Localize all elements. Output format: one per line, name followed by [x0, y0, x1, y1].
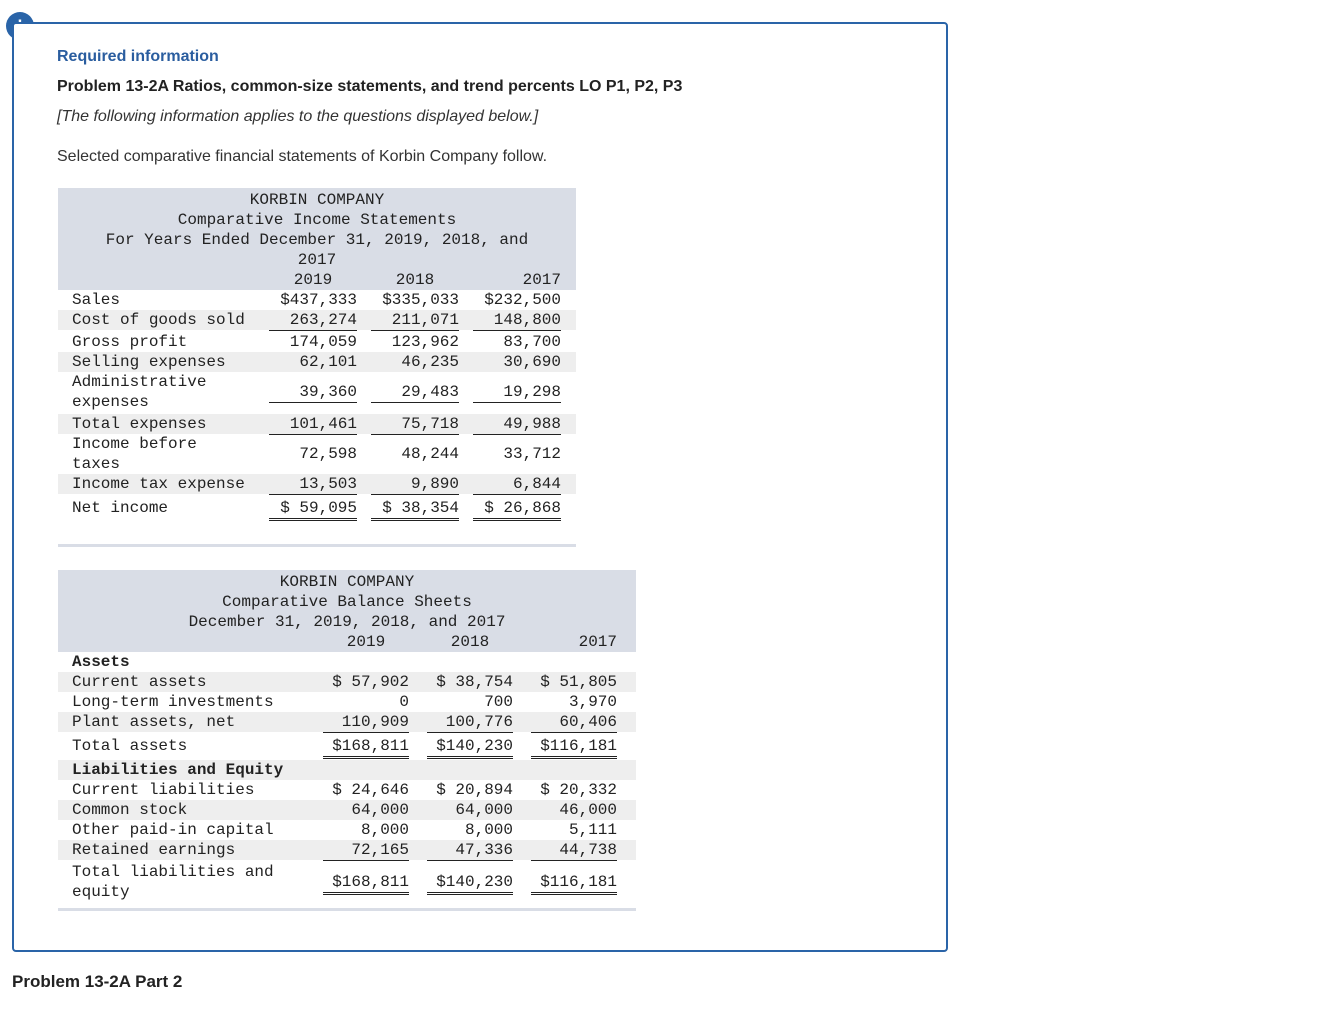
- value-2019: 62,101: [299, 353, 357, 371]
- value-2019: 110,909: [323, 712, 409, 733]
- row-label: Other paid-in capital: [72, 821, 274, 839]
- value-2018: 8,000: [464, 821, 513, 839]
- income-period: For Years Ended December 31, 2019, 2018, and: [105, 231, 529, 249]
- value-2019: 101,461: [269, 414, 357, 435]
- income-company: KORBIN COMPANY: [249, 191, 385, 209]
- income-row-total-expenses: [58, 414, 576, 434]
- liabilities-heading-row: [58, 760, 636, 780]
- balance-sheet-table: [58, 570, 636, 911]
- value-2017: $ 51,805: [540, 673, 617, 691]
- value-2018: $ 20,894: [436, 781, 513, 799]
- row-label: Total expenses: [72, 415, 207, 433]
- value-2019: 13,503: [269, 474, 357, 495]
- value-2019: $168,811: [323, 872, 409, 895]
- row-label: Long-term investments: [72, 693, 274, 711]
- income-statement-table: [58, 188, 576, 547]
- applies-note: [The following information applies to the questions displayed below.]: [57, 108, 539, 125]
- income-table-bottom-rule: [58, 544, 576, 547]
- income-period-year: 2017: [297, 251, 337, 269]
- intro-text: Selected comparative financial statements of Korbin Company follow.: [57, 148, 548, 165]
- liabilities-heading: Liabilities and Equity: [72, 761, 284, 779]
- value-2019: 174,059: [289, 333, 357, 351]
- value-2018: 29,483: [371, 382, 459, 403]
- value-2019: $ 57,902: [332, 673, 409, 691]
- balance-row-common-stock: [58, 800, 636, 820]
- income-row-gross-profit: [58, 332, 576, 352]
- row-label: Total liabilities and equity: [72, 863, 274, 901]
- assets-heading-row: [58, 652, 636, 672]
- value-2018: 75,718: [371, 414, 459, 435]
- value-2017: $116,181: [531, 736, 617, 759]
- balance-row-total-liabilities-equity: [58, 862, 636, 902]
- year-col-2019: 2019: [293, 271, 333, 289]
- value-2019: 64,000: [351, 801, 409, 819]
- value-2018: 211,071: [371, 310, 459, 331]
- value-2019: $ 59,095: [269, 498, 357, 521]
- income-row-tax-expense: [58, 474, 576, 494]
- value-2019: 39,360: [269, 382, 357, 403]
- value-2017: 46,000: [559, 801, 617, 819]
- value-2017: $ 20,332: [540, 781, 617, 799]
- balance-years-row: [58, 632, 636, 652]
- balance-row-current-assets: [58, 672, 636, 692]
- row-label: Income tax expense: [72, 475, 245, 493]
- value-2019: 263,274: [269, 310, 357, 331]
- income-row-income-before-taxes: [58, 434, 576, 474]
- row-label: Current assets: [72, 673, 207, 691]
- required-info-heading: Required information: [57, 48, 219, 65]
- balance-row-total-assets: [58, 736, 636, 756]
- income-row-admin: [58, 372, 576, 412]
- balance-period: December 31, 2019, 2018, and 2017: [188, 613, 506, 631]
- value-2019: $ 24,646: [332, 781, 409, 799]
- value-2017: 30,690: [503, 353, 561, 371]
- income-statement-header: [58, 188, 576, 290]
- value-2017: 60,406: [531, 712, 617, 733]
- row-label: Total assets: [72, 737, 188, 755]
- income-row-net-income: [58, 498, 576, 518]
- value-2018: $335,033: [382, 291, 459, 309]
- value-2018: 100,776: [427, 712, 513, 733]
- value-2018: 700: [484, 693, 513, 711]
- value-2017: 83,700: [503, 333, 561, 351]
- year-col-2017: 2017: [578, 633, 617, 651]
- value-2019: 72,165: [323, 840, 409, 861]
- income-row-sales: [58, 290, 576, 310]
- row-label: Common stock: [72, 801, 188, 819]
- row-label: Current liabilities: [72, 781, 255, 799]
- balance-table-bottom-rule: [58, 908, 636, 911]
- value-2017: 5,111: [568, 821, 617, 839]
- balance-row-current-liabilities: [58, 780, 636, 800]
- value-2017: 148,800: [473, 310, 561, 331]
- balance-row-retained-earnings: [58, 840, 636, 860]
- assets-heading: Assets: [72, 653, 130, 671]
- year-col-2018: 2018: [450, 633, 490, 651]
- value-2018: 64,000: [455, 801, 513, 819]
- required-info-panel: [12, 22, 948, 952]
- income-row-cogs: [58, 310, 576, 330]
- value-2017: 33,712: [503, 445, 561, 463]
- balance-title: Comparative Balance Sheets: [222, 593, 472, 611]
- problem-title: Problem 13-2A Ratios, common-size statements, and trend percents LO P1, P2, P3: [57, 78, 683, 95]
- row-label: Retained earnings: [72, 841, 236, 859]
- balance-company: KORBIN COMPANY: [279, 573, 415, 591]
- value-2018: $ 38,354: [371, 498, 459, 521]
- value-2019: 72,598: [299, 445, 357, 463]
- year-col-2018: 2018: [395, 271, 435, 289]
- value-2018: $140,230: [427, 736, 513, 759]
- part-heading: Problem 13-2A Part 2: [12, 972, 183, 991]
- row-label: Cost of goods sold: [72, 311, 245, 329]
- balance-row-other-paid-in: [58, 820, 636, 840]
- value-2017: $116,181: [531, 872, 617, 895]
- value-2017: 19,298: [473, 382, 561, 403]
- row-label: Net income: [72, 499, 169, 517]
- value-2019: $437,333: [280, 291, 357, 309]
- balance-row-long-term-investments: [58, 692, 636, 712]
- row-label: Income before taxes: [72, 435, 197, 473]
- year-col-2017: 2017: [522, 271, 561, 289]
- balance-sheet-header: [58, 570, 636, 652]
- value-2018: 9,890: [371, 474, 459, 495]
- value-2018: 123,962: [391, 333, 459, 351]
- value-2017: 3,970: [568, 693, 617, 711]
- value-2017: 49,988: [473, 414, 561, 435]
- row-label: Plant assets, net: [72, 713, 236, 731]
- value-2017: $232,500: [484, 291, 561, 309]
- value-2018: $140,230: [427, 872, 513, 895]
- income-title: Comparative Income Statements: [177, 211, 457, 229]
- value-2019: 8,000: [360, 821, 409, 839]
- year-col-2019: 2019: [346, 633, 386, 651]
- row-label: Sales: [72, 291, 121, 309]
- value-2018: $ 38,754: [436, 673, 513, 691]
- income-row-selling: [58, 352, 576, 372]
- value-2018: 48,244: [401, 445, 459, 463]
- value-2019: $168,811: [323, 736, 409, 759]
- value-2017: 44,738: [531, 840, 617, 861]
- row-label: Selling expenses: [72, 353, 226, 371]
- value-2017: $ 26,868: [473, 498, 561, 521]
- value-2017: 6,844: [473, 474, 561, 495]
- row-label: Gross profit: [72, 333, 188, 351]
- value-2018: 46,235: [401, 353, 459, 371]
- income-years-row: [58, 270, 576, 290]
- row-label: Administrative expenses: [72, 373, 207, 411]
- value-2018: 47,336: [427, 840, 513, 861]
- balance-row-plant-assets: [58, 712, 636, 732]
- value-2019: 0: [399, 693, 409, 711]
